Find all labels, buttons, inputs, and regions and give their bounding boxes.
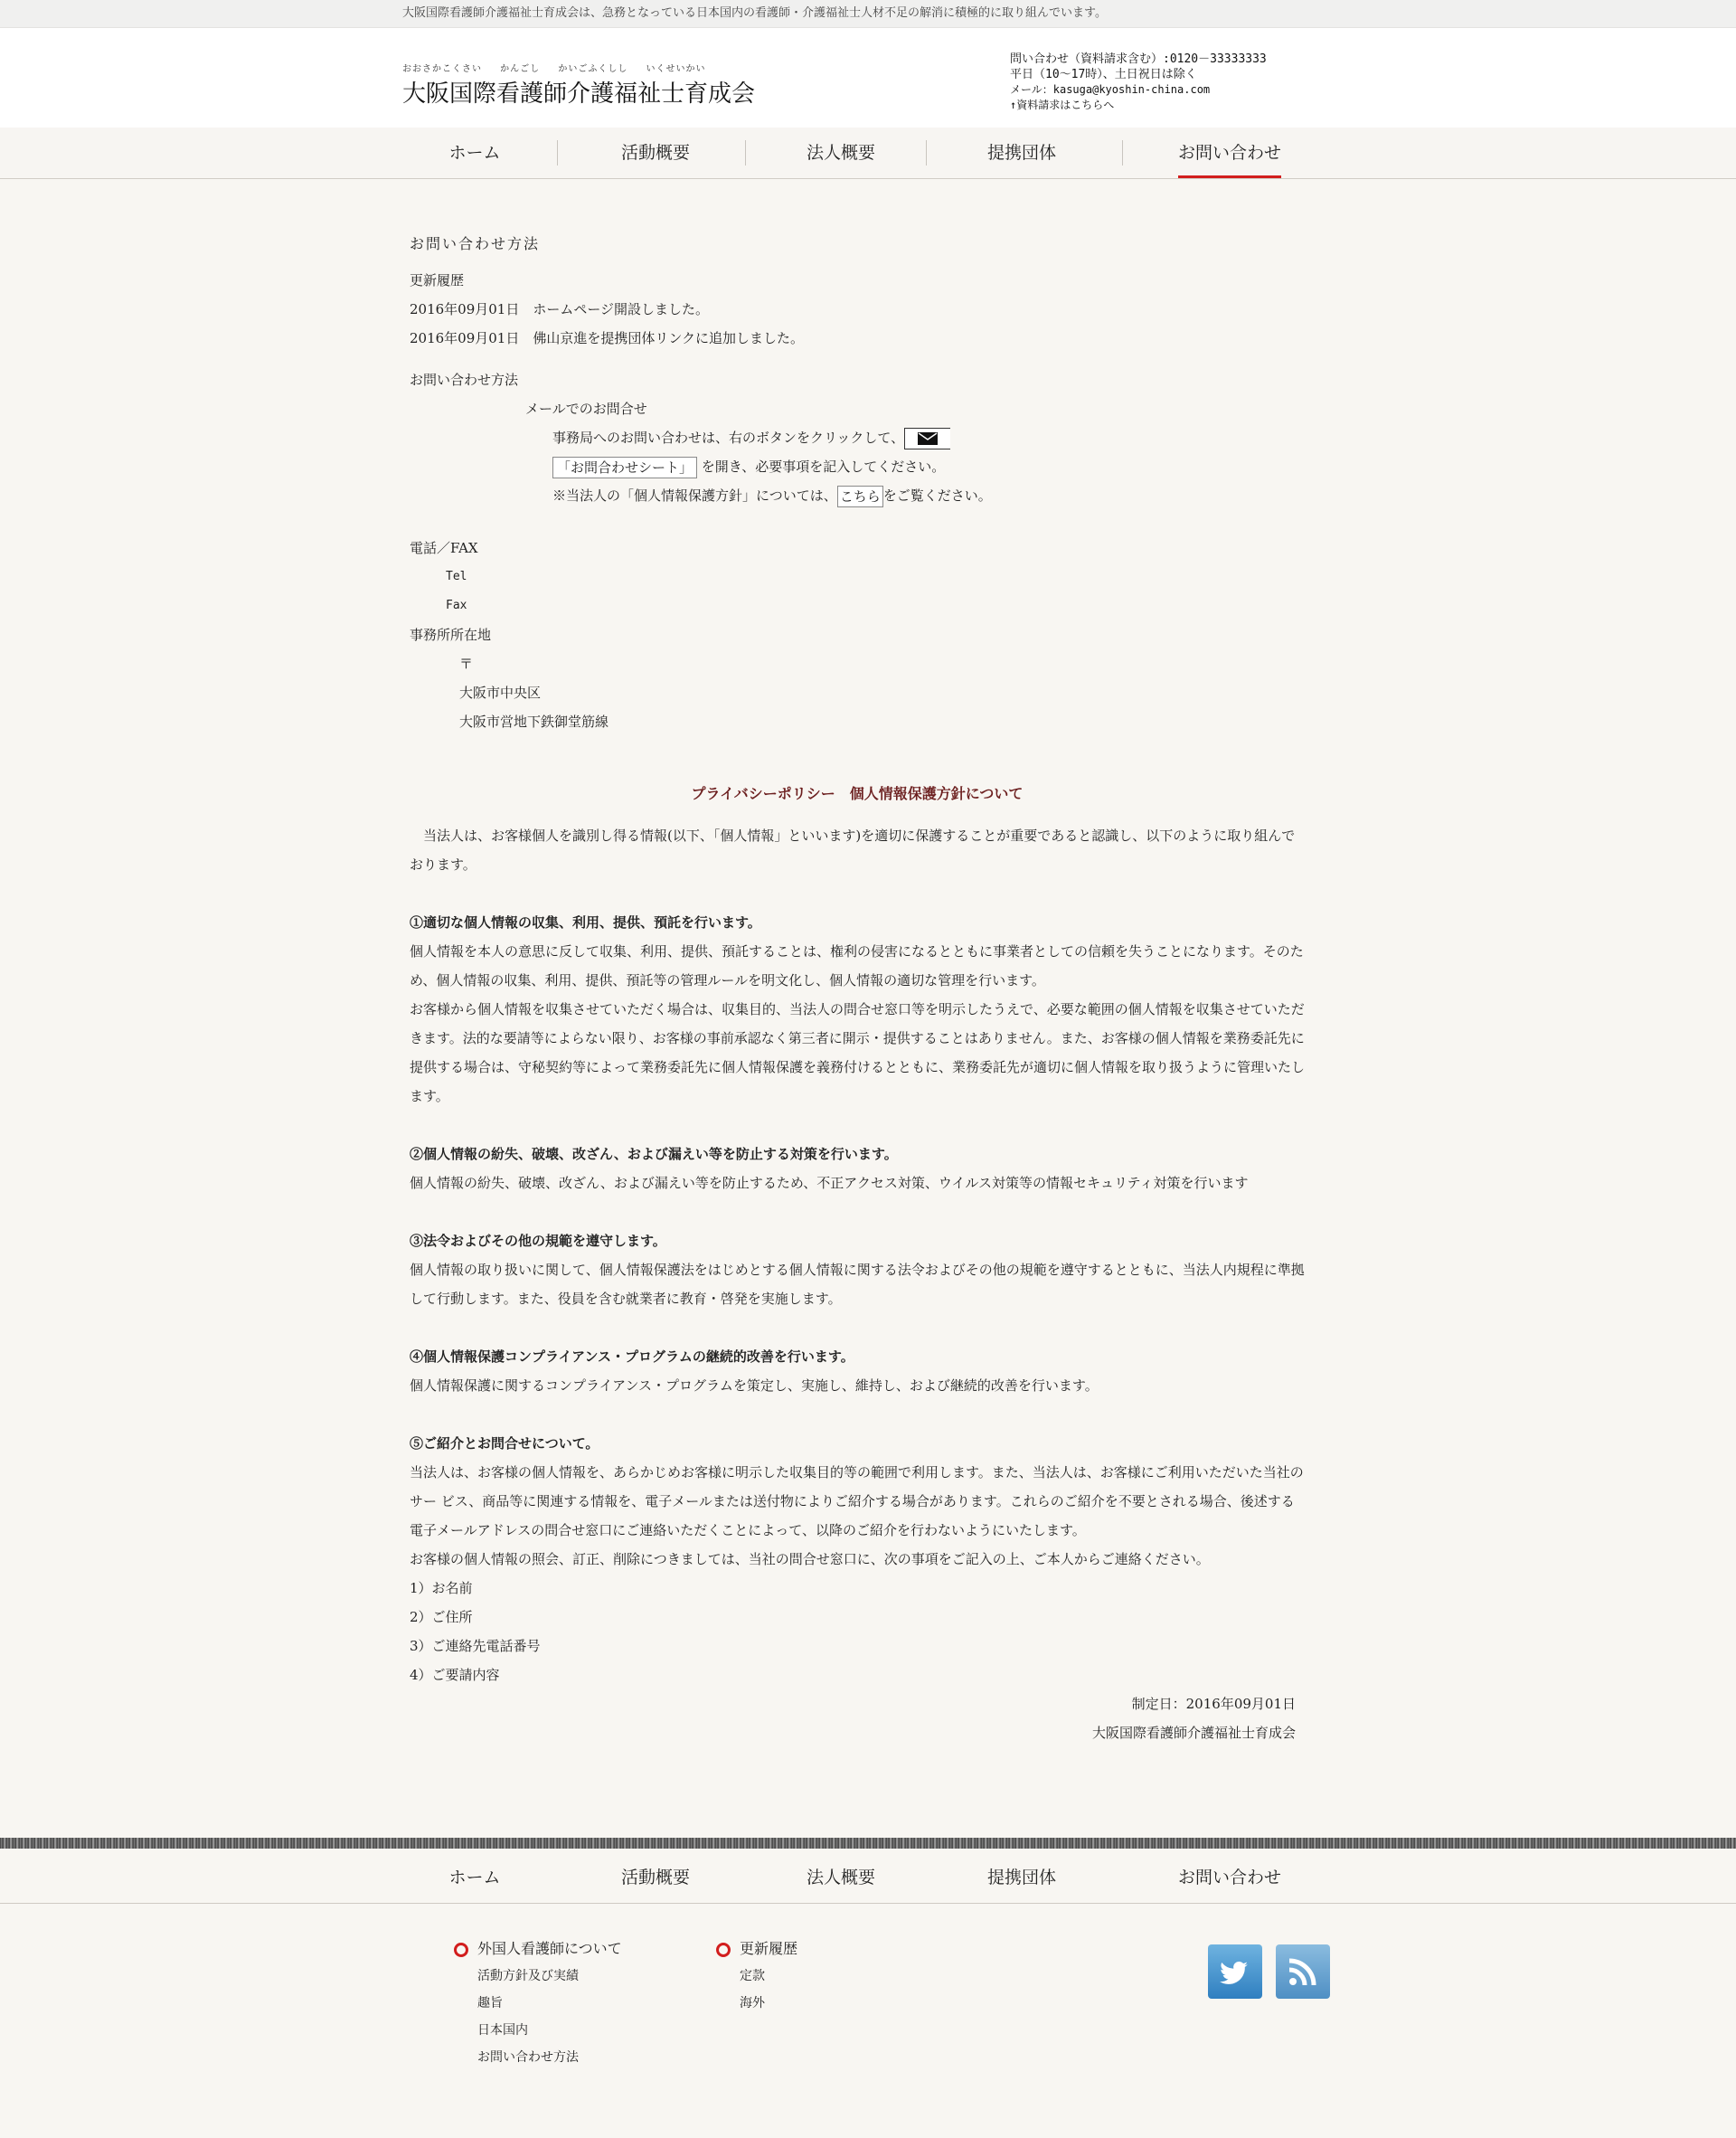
footer-nav-activities[interactable]: 活動概要 [620, 1868, 690, 1887]
footer-nav-home[interactable]: ホーム [448, 1868, 501, 1887]
tel-label: Tel [446, 570, 467, 583]
footer-link[interactable]: 定款 [740, 1969, 765, 1983]
office-title: 事務所所在地 [410, 627, 492, 643]
contact-phone: 問い合わせ（資料請求含む）:0120－33333333 [1010, 52, 1267, 66]
footer-links [0, 1935, 1736, 2071]
footer-column-nurses [454, 1935, 622, 2071]
envelope-icon [918, 432, 938, 445]
nav-activities[interactable]: 活動概要 [620, 143, 690, 163]
footer-nav [0, 1849, 1736, 1904]
mail-instructions-2 [410, 452, 1314, 481]
nav-divider [1122, 140, 1123, 166]
footer-link[interactable]: 日本国内 [477, 2023, 528, 2038]
policy-list-item: 2）ご住所 [410, 1609, 473, 1625]
inquiry-sheet-link[interactable]: 「お問合わせシート」 [552, 457, 697, 478]
twitter-icon[interactable] [1208, 1944, 1262, 1999]
fax-label: Fax [446, 599, 467, 612]
footer-nav-partners[interactable]: 提携団体 [986, 1868, 1056, 1887]
footer-column-heading[interactable] [454, 1935, 622, 1963]
site-title-ruby: おおさかこくさい かんごし かいごふくしし いくせいかい [402, 64, 706, 74]
nav-contact[interactable]: お問い合わせ [1178, 128, 1281, 178]
main-content [410, 179, 1314, 1747]
footer-heading-label: 外国人看護師について [477, 1940, 622, 1957]
mail-button[interactable] [904, 428, 950, 449]
footer-link[interactable]: 海外 [740, 1996, 765, 2010]
header-contact [1010, 52, 1267, 113]
privacy-policy-link[interactable]: こちら [837, 486, 883, 507]
history-item: 2016年09月01日 佛山京進を提携団体リンクに追加しました。 [410, 330, 805, 346]
policy-enacted-date: 制定日：2016年09月01日 [1131, 1696, 1296, 1712]
site-title[interactable]: 大阪国際看護師介護福祉士育成会 [402, 80, 756, 108]
nav-home[interactable]: ホーム [448, 143, 501, 163]
policy-intro: 当法人は、お客様個人を識別し得る情報(以下、「個人情報」といいます)を適切に保護することが重要であると認識し、以下のように取り組んでおります。 [410, 828, 1296, 873]
site-header [0, 28, 1736, 128]
office-address: 大阪市中央区 [459, 685, 542, 701]
contact-request-link[interactable]: ↑資料請求はこちらへ [1010, 99, 1115, 111]
nav-divider [745, 140, 746, 166]
policy-list-item: 1）お名前 [410, 1580, 473, 1596]
phone-title: 電話／FAX [410, 540, 478, 556]
nav-divider [926, 140, 927, 166]
policy-section-body: 個人情報を本人の意思に反して収集、利用、提供、預託することは、権利の侵害になるとともに事業者としての信頼を失うことになります。そのため、個人情報の収集、利用、提供、預託等の管理ルールを明文化し、個人情報の適切な管理を行います。 [410, 943, 1304, 989]
policy-title: プライバシーポリシー 個人情報保護方針について [691, 785, 1024, 802]
footer-nav-contact[interactable]: お問い合わせ [1178, 1868, 1282, 1887]
policy-section-body: 個人情報の取り扱いに関して、個人情報保護法をはじめとする個人情報に関する法令およびその他の規範を遵守するとともに、当法人内規程に準拠して行動します。また、役員を含む就業者に教育・啓発を実施します。 [410, 1262, 1305, 1307]
footer-rough-edge [0, 1838, 1736, 1849]
mail-line1: 事務局へのお問い合わせは、右のボタンをクリックして、 [552, 430, 905, 446]
policy-section-body: お客様の個人情報の照会、訂正、削除につきましては、当社の問合せ窓口に、次の事項をご記入の上、ご本人からご連絡ください。 [410, 1551, 1210, 1567]
policy-section-heading: ①適切な個人情報の収集、利用、提供、預託を行います。 [410, 914, 761, 931]
policy-list-item: 4）ご要請内容 [410, 1667, 500, 1683]
privacy-notice [410, 481, 1314, 510]
policy-section-heading: ②個人情報の紛失、破壊、改ざん、および漏えい等を防止する対策を行います。 [410, 1146, 898, 1162]
footer-link[interactable]: 趣旨 [477, 1996, 503, 2010]
page-heading: お問い合わせ方法 [410, 235, 541, 252]
policy-section-body: 当法人は、お客様の個人情報を、あらかじめお客様に明示した収集目的等の範囲で利用します。また、当法人は、お客様にご利用いただいた当社のサー ビス、商品等に関連する情報を、電子メールまたは送付物によりご紹介する場合があります。これらのご紹介を不要とされる場合、後述する電子メールアドレスの問合せ窓口にご連絡いただくことによって、以降のご紹介を行わないようにいたします。 [410, 1464, 1304, 1538]
circle-bullet-icon [454, 1943, 468, 1957]
policy-section-body: お客様から個人情報を収集させていただく場合は、収集目的、当法人の問合せ窓口等を明示したうえで、必要な範囲の個人情報を収集させていただきます。法的な要請等によらない限り、お客様の事前承認なく第三者に開示・提供することはありません。また、お客様の個人情報を業務委託先に提供する場合は、守秘契約等によって業務委託先に個人情報保護を義務付けるとともに、業務委託先が適切に個人情報を取り扱うように管理いたします。 [410, 1001, 1306, 1104]
mail-title: メールでのお問合せ [525, 401, 647, 417]
top-announcement-bar [0, 0, 1736, 28]
mail-line2: を開き、必要事項を記入してください。 [701, 459, 946, 475]
privacy-suffix: をご覧ください。 [882, 487, 992, 504]
contact-hours: 平日（10～17時）、土日祝日は除く [1010, 68, 1197, 81]
policy-section-heading: ④個人情報保護コンプライアンス・プログラムの継続的改善を行います。 [410, 1348, 854, 1365]
contact-method-title: お問い合わせ方法 [410, 372, 519, 388]
footer-link[interactable]: 活動方針及び実績 [477, 1969, 579, 1983]
nav-corporate[interactable]: 法人概要 [806, 143, 875, 163]
policy-section-body: 個人情報の紛失、破壊、改ざん、および漏えい等を防止するため、不正アクセス対策、ウイルス対策等の情報セキュリティ対策を行います [410, 1175, 1249, 1191]
policy-org: 大阪国際看護師介護福祉士育成会 [1091, 1725, 1296, 1741]
footer-nav-corporate[interactable]: 法人概要 [806, 1868, 875, 1887]
footer-link[interactable]: お問い合わせ方法 [477, 2050, 579, 2065]
policy-list-item: 3）ご連絡先電話番号 [410, 1638, 541, 1654]
nav-divider [557, 140, 558, 166]
history-item: 2016年09月01日 ホームページ開設しました。 [410, 301, 710, 317]
policy-section-heading: ⑤ご紹介とお問合せについて。 [410, 1435, 599, 1452]
circle-bullet-icon [716, 1943, 731, 1957]
policy-section-body: 個人情報保護に関するコンプライアンス・プログラムを策定し、実施し、維持し、および継続的改善を行います。 [410, 1377, 1099, 1394]
policy-section-heading: ③法令およびその他の規範を遵守します。 [410, 1233, 666, 1249]
office-access: 大阪市営地下鉄御堂筋線 [459, 714, 609, 730]
top-announcement-text: 大阪国際看護師介護福祉士育成会は、急務となっている日本国内の看護師・介護福祉士人材不足の解消に積極的に取り組んでいます。 [402, 6, 1107, 20]
mail-instructions [410, 423, 1314, 452]
privacy-prefix: ※当法人の「個人情報保護方針」については、 [552, 487, 837, 504]
footer-column-history [716, 1935, 797, 2017]
nav-partners[interactable]: 提携団体 [986, 143, 1056, 163]
history-title: 更新履歴 [410, 272, 465, 289]
postal-mark: 〒 [459, 656, 474, 672]
contact-email[interactable]: メール：kasuga@kyoshin-china.com [1010, 83, 1211, 96]
rss-icon[interactable] [1276, 1944, 1330, 1999]
main-nav [0, 128, 1736, 179]
footer-column-heading[interactable] [716, 1935, 797, 1963]
footer-heading-label: 更新履歴 [740, 1940, 798, 1957]
privacy-policy [410, 780, 1305, 1747]
